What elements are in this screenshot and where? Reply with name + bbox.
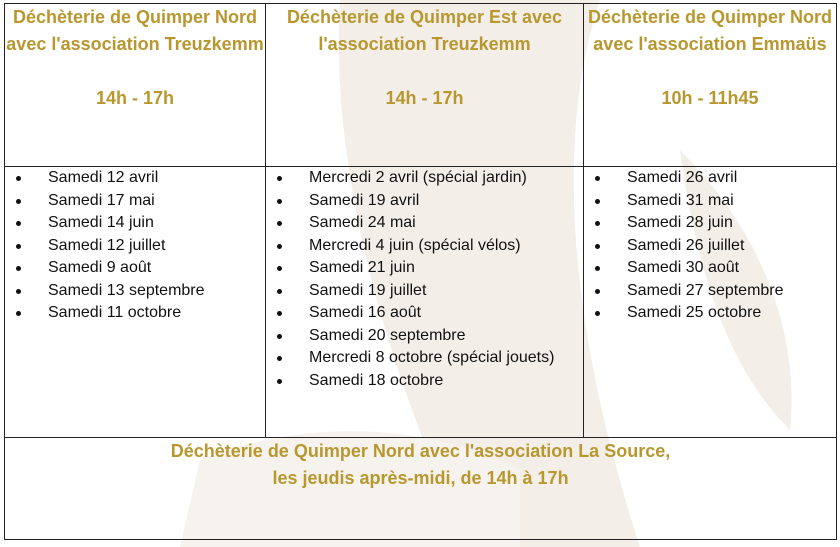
date-item: Mercredi 4 juin (spécial vélos) bbox=[266, 235, 583, 258]
date-item: Mercredi 2 avril (spécial jardin) bbox=[266, 167, 583, 190]
date-item: Samedi 31 mai bbox=[584, 190, 836, 213]
schedule-table bbox=[4, 3, 837, 540]
date-item: Samedi 18 octobre bbox=[266, 370, 583, 393]
date-item: Samedi 26 juillet bbox=[584, 235, 836, 258]
date-item: Samedi 25 octobre bbox=[584, 302, 836, 325]
footer-cell bbox=[5, 438, 837, 540]
date-list bbox=[5, 167, 265, 325]
footer-row bbox=[5, 438, 837, 540]
date-item: Samedi 24 mai bbox=[266, 212, 583, 235]
footer-line-2: les jeudis après-midi, de 14h à 17h bbox=[272, 468, 569, 488]
column-header-quimper-est-treuzkemm bbox=[266, 4, 584, 167]
date-item: Samedi 11 octobre bbox=[5, 302, 265, 325]
header-row bbox=[5, 4, 837, 167]
date-list bbox=[266, 167, 583, 392]
date-item: Samedi 19 avril bbox=[266, 190, 583, 213]
date-item: Samedi 19 juillet bbox=[266, 280, 583, 303]
date-item: Samedi 21 juin bbox=[266, 257, 583, 280]
column-title: Déchèterie de Quimper Est avec l'association Treuzkemm bbox=[286, 7, 563, 54]
dates-cell-quimper-nord-emmaus bbox=[584, 167, 837, 438]
date-item: Samedi 27 septembre bbox=[584, 280, 836, 303]
column-title: Déchèterie de Quimper Nord avec l'association Emmaüs bbox=[587, 7, 833, 54]
date-item: Samedi 16 août bbox=[266, 302, 583, 325]
column-header-quimper-nord-treuzkemm bbox=[5, 4, 266, 167]
date-item: Samedi 12 juillet bbox=[5, 235, 265, 258]
date-item: Samedi 30 août bbox=[584, 257, 836, 280]
date-list bbox=[584, 167, 836, 325]
column-hours: 10h - 11h45 bbox=[661, 88, 759, 108]
column-header-quimper-nord-emmaus bbox=[584, 4, 837, 167]
date-item: Samedi 28 juin bbox=[584, 212, 836, 235]
column-hours: 14h - 17h bbox=[385, 88, 464, 108]
column-title: Déchèterie de Quimper Nord avec l'association Treuzkemm bbox=[6, 7, 264, 54]
date-item: Samedi 20 septembre bbox=[266, 325, 583, 348]
column-hours: 14h - 17h bbox=[95, 88, 175, 108]
date-item: Samedi 17 mai bbox=[5, 190, 265, 213]
dates-cell-quimper-est-treuzkemm bbox=[266, 167, 584, 438]
date-item: Samedi 13 septembre bbox=[5, 280, 265, 303]
date-item: Samedi 14 juin bbox=[5, 212, 265, 235]
date-item: Mercredi 8 octobre (spécial jouets) bbox=[266, 347, 583, 370]
date-item: Samedi 12 avril bbox=[5, 167, 265, 190]
footer-line-1: Déchèterie de Quimper Nord avec l'association La Source, bbox=[170, 441, 671, 461]
dates-cell-quimper-nord-treuzkemm bbox=[5, 167, 266, 438]
dates-row bbox=[5, 167, 837, 438]
date-item: Samedi 9 août bbox=[5, 257, 265, 280]
date-item: Samedi 26 avril bbox=[584, 167, 836, 190]
